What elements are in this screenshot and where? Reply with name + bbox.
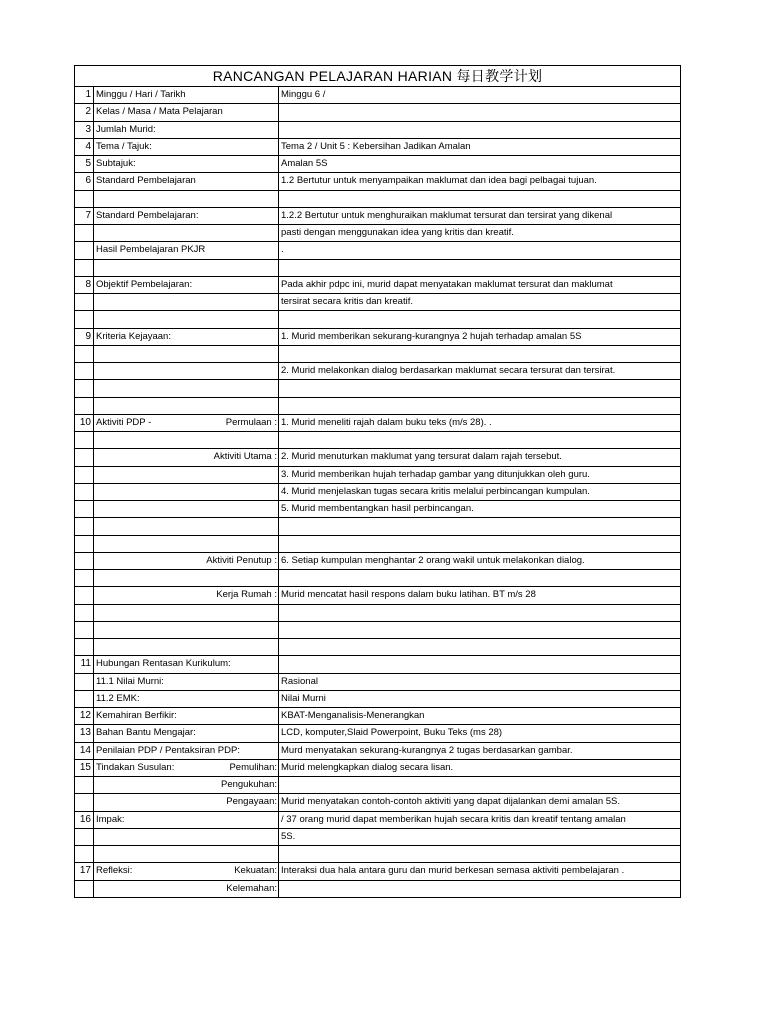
row-number xyxy=(75,639,94,655)
row-label-cell xyxy=(94,467,279,483)
table-row xyxy=(75,242,680,259)
row-number: 12 xyxy=(75,708,94,724)
row-value: Murd menyatakan sekurang-kurangnya 2 tugas berdasarkan gambar. xyxy=(281,744,573,756)
table-row xyxy=(75,156,680,173)
row-number: 1 xyxy=(75,87,94,103)
row-label: Subtajuk: xyxy=(96,158,136,169)
row-number: 4 xyxy=(75,139,94,155)
row-sublabel: Aktiviti Utama : xyxy=(213,451,277,463)
row-value xyxy=(279,777,680,793)
row-number xyxy=(75,518,94,534)
row-value: KBAT-Menganalisis-Menerangkan xyxy=(281,710,425,721)
table-row xyxy=(75,398,680,415)
row-label: Tema / Tajuk: xyxy=(96,140,152,152)
row-number xyxy=(75,260,94,276)
table-row xyxy=(75,553,680,570)
lesson-plan-table xyxy=(74,65,681,898)
row-value xyxy=(279,656,680,672)
row-number xyxy=(75,242,94,258)
row-label-cell xyxy=(94,863,279,879)
row-number xyxy=(75,501,94,517)
row-value: pasti dengan menggunakan idea yang kritis dan kreatif. xyxy=(281,227,514,238)
table-row xyxy=(75,794,680,811)
row-sublabel: Pemulihan: xyxy=(229,761,277,773)
row-label: Aktiviti PDP - xyxy=(96,416,152,428)
row-label-cell xyxy=(94,484,279,500)
row-number xyxy=(75,191,94,207)
row-value: 2. Murid melakonkan dialog berdasarkan maklumat secara tersurat dan tersirat. xyxy=(281,365,616,376)
row-value: Murid menyatakan contoh-contoh aktiviti yang dapat dijalankan demi amalan 5S. xyxy=(281,796,621,808)
row-value xyxy=(279,191,680,207)
table-row xyxy=(75,467,680,484)
row-value: . xyxy=(281,244,284,256)
row-label-cell xyxy=(94,156,279,172)
row-label-cell xyxy=(94,191,279,207)
row-label-cell xyxy=(94,777,279,793)
table-row xyxy=(75,777,680,794)
row-value: 1. Murid meneliti rajah dalam buku teks (m/s 28). . xyxy=(281,416,492,428)
row-value: Pada akhir pdpc ini, murid dapat menyatakan maklumat tersurat dan maklumat xyxy=(281,278,613,290)
row-value: 5. Murid membentangkan hasil perbincangan. xyxy=(281,503,474,514)
row-number xyxy=(75,622,94,638)
row-number xyxy=(75,846,94,862)
row-label-cell xyxy=(94,380,279,396)
row-label: Minggu / Hari / Tarikh xyxy=(96,89,186,100)
row-label-cell xyxy=(94,794,279,810)
row-number xyxy=(75,311,94,327)
row-number: 15 xyxy=(75,760,94,776)
row-value: 3. Murid memberikan hujah terhadap gambar yang ditunjukkan oleh guru. xyxy=(281,468,590,480)
table-row xyxy=(75,846,680,863)
table-row xyxy=(75,656,680,673)
row-sublabel: Permulaan : xyxy=(225,416,277,428)
table-body xyxy=(75,87,680,898)
table-row xyxy=(75,122,680,139)
row-value: 2. Murid menuturkan maklumat yang tersurat dalam rajah tersebut. xyxy=(281,451,562,463)
row-number xyxy=(75,380,94,396)
row-sublabel: Aktiviti Penutup : xyxy=(206,554,277,566)
row-label-cell xyxy=(94,570,279,586)
row-label-cell xyxy=(94,432,279,448)
row-label: Kriteria Kejayaan: xyxy=(96,330,171,342)
table-row xyxy=(75,605,680,622)
row-number: 10 xyxy=(75,415,94,431)
row-label-cell xyxy=(94,415,279,431)
row-value: Amalan 5S xyxy=(281,158,328,169)
row-number xyxy=(75,570,94,586)
table-row xyxy=(75,380,680,397)
row-value xyxy=(279,518,680,534)
row-number: 6 xyxy=(75,173,94,189)
row-label-cell xyxy=(94,639,279,655)
row-number: 5 xyxy=(75,156,94,172)
table-row xyxy=(75,674,680,691)
row-label-cell xyxy=(94,725,279,741)
row-sublabel: Pengukuhan: xyxy=(221,779,277,790)
table-row xyxy=(75,587,680,604)
table-row xyxy=(75,708,680,725)
row-sublabel: Pengayaan: xyxy=(226,796,277,808)
row-value: Rasional xyxy=(281,675,318,687)
page-title: RANCANGAN PELAJARAN HARIAN 每日教学计划 xyxy=(75,66,680,87)
row-value: 5S. xyxy=(281,830,296,842)
table-row xyxy=(75,691,680,708)
table-row xyxy=(75,208,680,225)
row-label: Kelas / Masa / Mata Pelajaran xyxy=(96,106,223,118)
table-row xyxy=(75,863,680,880)
row-number xyxy=(75,587,94,603)
row-label-cell xyxy=(94,294,279,310)
row-value xyxy=(279,605,680,621)
row-label-cell xyxy=(94,122,279,138)
table-row xyxy=(75,432,680,449)
row-value: Interaksi dua hala antara guru dan murid berkesan semasa aktiviti pembelajaran . xyxy=(281,865,625,877)
table-row xyxy=(75,104,680,121)
row-number: 3 xyxy=(75,122,94,138)
row-value: 4. Murid menjelaskan tugas secara kritis melalui perbincangan kumpulan. xyxy=(281,485,590,497)
table-row xyxy=(75,363,680,380)
row-number: 7 xyxy=(75,208,94,224)
row-value xyxy=(279,346,680,362)
table-row xyxy=(75,415,680,432)
row-label-cell xyxy=(94,812,279,828)
row-label: Objektif Pembelajaran: xyxy=(96,278,193,290)
row-label-cell xyxy=(94,656,279,672)
row-value: 1.2 Bertutur untuk menyampaikan maklumat dan idea bagi pelbagai tujuan. xyxy=(281,175,597,187)
row-number: 2 xyxy=(75,104,94,120)
row-label-cell xyxy=(94,536,279,552)
row-label-cell xyxy=(94,398,279,414)
table-row xyxy=(75,277,680,294)
row-value: Murid mencatat hasil respons dalam buku latihan. BT m/s 28 xyxy=(281,589,536,601)
row-label: Bahan Bantu Mengajar: xyxy=(96,727,196,739)
row-label: Impak: xyxy=(96,813,125,825)
row-number xyxy=(75,346,94,362)
row-number xyxy=(75,794,94,810)
table-row xyxy=(75,346,680,363)
table-row xyxy=(75,725,680,742)
table-row xyxy=(75,536,680,553)
row-label-cell xyxy=(94,277,279,293)
table-row xyxy=(75,501,680,518)
row-value xyxy=(279,622,680,638)
row-number xyxy=(75,691,94,707)
table-row xyxy=(75,484,680,501)
row-label-cell xyxy=(94,881,279,897)
row-label: Standard Pembelajaran: xyxy=(96,209,199,221)
row-label: Hasil Pembelajaran PKJR xyxy=(96,244,206,256)
table-row xyxy=(75,812,680,829)
row-value: tersirat secara kritis dan kreatif. xyxy=(281,296,413,307)
row-label-cell xyxy=(94,605,279,621)
row-label-cell xyxy=(94,449,279,465)
row-number xyxy=(75,294,94,310)
table-row xyxy=(75,622,680,639)
row-label-cell xyxy=(94,622,279,638)
row-value xyxy=(279,432,680,448)
row-label-cell xyxy=(94,553,279,569)
row-label-cell xyxy=(94,743,279,759)
row-number xyxy=(75,829,94,845)
row-value: Minggu 6 / xyxy=(281,89,326,100)
row-value xyxy=(279,260,680,276)
row-label-cell xyxy=(94,760,279,776)
row-number xyxy=(75,536,94,552)
table-row xyxy=(75,743,680,760)
table-row xyxy=(75,518,680,535)
row-value: 6. Setiap kumpulan menghantar 2 orang wakil untuk melakonkan dialog. xyxy=(281,554,585,566)
row-label-cell xyxy=(94,87,279,103)
row-label-cell xyxy=(94,225,279,241)
row-label-cell xyxy=(94,260,279,276)
row-number: 17 xyxy=(75,863,94,879)
table-row xyxy=(75,139,680,156)
row-value: / 37 orang murid dapat memberikan hujah secara kritis dan kreatif tentang amalan xyxy=(281,813,626,825)
row-label: Penilaian PDP / Pentaksiran PDP: xyxy=(96,744,240,756)
row-number: 14 xyxy=(75,743,94,759)
row-label-cell xyxy=(94,104,279,120)
table-row xyxy=(75,191,680,208)
row-value xyxy=(279,846,680,862)
row-label-cell xyxy=(94,208,279,224)
row-number xyxy=(75,881,94,897)
row-value: Nilai Murni xyxy=(281,692,326,704)
row-label-cell xyxy=(94,242,279,258)
row-label: Kemahiran Berfikir: xyxy=(96,710,177,721)
row-number xyxy=(75,363,94,379)
row-label-cell xyxy=(94,674,279,690)
row-value xyxy=(279,311,680,327)
row-value xyxy=(279,398,680,414)
row-number xyxy=(75,432,94,448)
row-label-cell xyxy=(94,346,279,362)
row-label-cell xyxy=(94,173,279,189)
row-value xyxy=(279,104,680,120)
row-number xyxy=(75,467,94,483)
row-label: 11.1 Nilai Murni: xyxy=(96,675,164,687)
row-label-cell xyxy=(94,363,279,379)
row-value: 1. Murid memberikan sekurang-kurangnya 2 hujah terhadap amalan 5S xyxy=(281,330,582,342)
row-number xyxy=(75,605,94,621)
row-value xyxy=(279,122,680,138)
row-label: Hubungan Rentasan Kurikulum: xyxy=(96,658,231,670)
row-label: Refleksi: xyxy=(96,865,133,877)
row-value xyxy=(279,570,680,586)
row-number xyxy=(75,553,94,569)
table-row xyxy=(75,449,680,466)
row-value: Murid melengkapkan dialog secara lisan. xyxy=(281,761,454,773)
table-row xyxy=(75,294,680,311)
row-label-cell xyxy=(94,139,279,155)
table-row xyxy=(75,260,680,277)
row-number xyxy=(75,674,94,690)
row-label: Jumlah Murid: xyxy=(96,123,156,135)
row-label-cell xyxy=(94,329,279,345)
table-row xyxy=(75,570,680,587)
row-label-cell xyxy=(94,829,279,845)
row-label-cell xyxy=(94,846,279,862)
row-label: Standard Pembelajaran xyxy=(96,175,196,187)
row-label-cell xyxy=(94,518,279,534)
row-value: Tema 2 / Unit 5 : Kebersihan Jadikan Amalan xyxy=(281,140,471,152)
row-number: 16 xyxy=(75,812,94,828)
row-sublabel: Kekuatan: xyxy=(234,865,277,877)
row-number: 9 xyxy=(75,329,94,345)
row-label-cell xyxy=(94,587,279,603)
row-number: 11 xyxy=(75,656,94,672)
row-value xyxy=(279,380,680,396)
table-row xyxy=(75,173,680,190)
row-number xyxy=(75,225,94,241)
row-label: Tindakan Susulan: xyxy=(96,761,175,773)
table-row xyxy=(75,87,680,104)
row-number xyxy=(75,449,94,465)
row-number xyxy=(75,484,94,500)
row-sublabel: Kelemahan: xyxy=(226,882,277,894)
row-number: 8 xyxy=(75,277,94,293)
row-label: 11.2 EMK: xyxy=(96,692,140,704)
table-row xyxy=(75,225,680,242)
table-row xyxy=(75,311,680,328)
row-value xyxy=(279,639,680,655)
row-label-cell xyxy=(94,501,279,517)
row-value: LCD, komputer,Slaid Powerpoint, Buku Teks (ms 28) xyxy=(281,727,503,739)
table-row xyxy=(75,639,680,656)
table-row xyxy=(75,829,680,846)
row-number: 13 xyxy=(75,725,94,741)
row-number xyxy=(75,398,94,414)
row-number xyxy=(75,777,94,793)
row-value xyxy=(279,881,680,897)
row-label-cell xyxy=(94,311,279,327)
table-row xyxy=(75,329,680,346)
row-sublabel: Kerja Rumah : xyxy=(216,589,277,601)
table-row xyxy=(75,760,680,777)
table-row xyxy=(75,881,680,898)
row-value: 1.2.2 Bertutur untuk menghuraikan maklumat tersurat dan tersirat yang dikenal xyxy=(281,209,613,221)
row-value xyxy=(279,536,680,552)
row-label-cell xyxy=(94,708,279,724)
row-label-cell xyxy=(94,691,279,707)
